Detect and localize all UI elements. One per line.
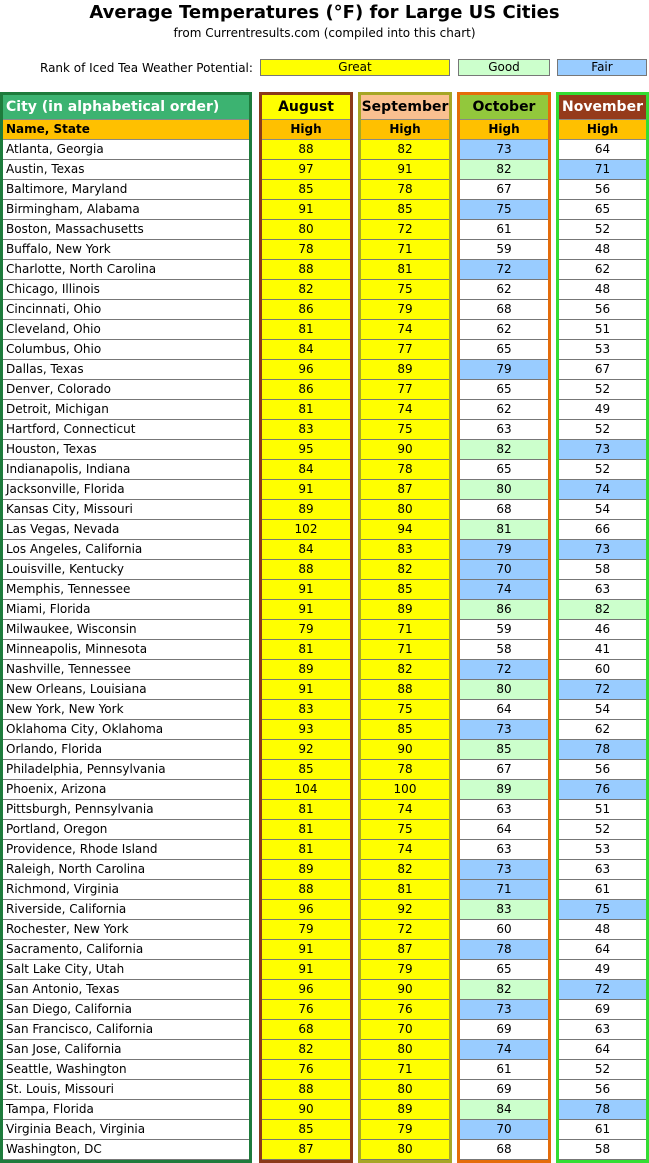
temperature-cell: 81 <box>262 800 350 820</box>
temperature-cell: 72 <box>361 220 449 240</box>
temperature-cell: 89 <box>262 660 350 680</box>
temperature-cell: 61 <box>460 220 548 240</box>
city-name: Rochester, New York <box>3 920 249 940</box>
city-name: Cincinnati, Ohio <box>3 300 249 320</box>
temperature-cell: 73 <box>559 540 646 560</box>
temperature-cell: 52 <box>559 380 646 400</box>
city-column-header: City (in alphabetical order) <box>3 95 249 120</box>
city-name: San Antonio, Texas <box>3 980 249 1000</box>
temperature-cell: 59 <box>460 620 548 640</box>
temperature-cell: 61 <box>559 1120 646 1140</box>
temperature-cell: 74 <box>361 400 449 420</box>
temperature-cell: 56 <box>559 760 646 780</box>
city-name: Houston, Texas <box>3 440 249 460</box>
month-subheader: High <box>460 120 548 140</box>
temperature-cell: 86 <box>460 600 548 620</box>
temperature-cell: 80 <box>262 220 350 240</box>
city-name: Portland, Oregon <box>3 820 249 840</box>
month-header: November <box>559 95 646 120</box>
temperature-cell: 91 <box>262 200 350 220</box>
temperature-cell: 81 <box>361 260 449 280</box>
temperature-cell: 63 <box>559 860 646 880</box>
city-name: Hartford, Connecticut <box>3 420 249 440</box>
city-name: Milwaukee, Wisconsin <box>3 620 249 640</box>
city-name: Riverside, California <box>3 900 249 920</box>
temperature-cell: 56 <box>559 180 646 200</box>
city-name: Las Vegas, Nevada <box>3 520 249 540</box>
temperature-cell: 71 <box>559 160 646 180</box>
temperature-cell: 85 <box>262 760 350 780</box>
city-name: Atlanta, Georgia <box>3 140 249 160</box>
temperature-cell: 52 <box>559 420 646 440</box>
city-name: Pittsburgh, Pennsylvania <box>3 800 249 820</box>
temperature-cell: 87 <box>361 940 449 960</box>
temperature-cell: 83 <box>262 700 350 720</box>
temperature-cell: 73 <box>460 140 548 160</box>
temperature-cell: 67 <box>559 360 646 380</box>
temperature-cell: 80 <box>361 1140 449 1160</box>
temperature-cell: 80 <box>460 480 548 500</box>
temperature-cell: 64 <box>460 700 548 720</box>
temperature-cell: 91 <box>262 680 350 700</box>
temperature-cell: 63 <box>460 420 548 440</box>
city-name: San Jose, California <box>3 1040 249 1060</box>
temperature-cell: 82 <box>262 1040 350 1060</box>
temperature-cell: 41 <box>559 640 646 660</box>
city-name: Boston, Massachusetts <box>3 220 249 240</box>
temperature-cell: 75 <box>361 820 449 840</box>
city-column-subheader: Name, State <box>3 120 249 140</box>
temperature-cell: 62 <box>460 320 548 340</box>
temperature-cell: 72 <box>460 260 548 280</box>
temperature-cell: 66 <box>559 520 646 540</box>
temperature-cell: 82 <box>361 860 449 880</box>
city-name: Dallas, Texas <box>3 360 249 380</box>
temperature-cell: 68 <box>460 500 548 520</box>
temperature-cell: 75 <box>361 420 449 440</box>
temperature-cell: 89 <box>361 1100 449 1120</box>
temperature-cell: 76 <box>559 780 646 800</box>
temperature-cell: 81 <box>460 520 548 540</box>
temperature-cell: 74 <box>460 1040 548 1060</box>
city-name: San Francisco, California <box>3 1020 249 1040</box>
city-name: Phoenix, Arizona <box>3 780 249 800</box>
temperature-cell: 68 <box>460 300 548 320</box>
temperature-cell: 82 <box>460 160 548 180</box>
city-name: Virginia Beach, Virginia <box>3 1120 249 1140</box>
temperature-cell: 85 <box>361 200 449 220</box>
temperature-cell: 79 <box>262 620 350 640</box>
temperature-cell: 75 <box>460 200 548 220</box>
temperature-cell: 97 <box>262 160 350 180</box>
temperature-cell: 92 <box>361 900 449 920</box>
temperature-cell: 68 <box>460 1140 548 1160</box>
city-name: Baltimore, Maryland <box>3 180 249 200</box>
month-header: September <box>361 95 449 120</box>
temperature-cell: 74 <box>460 580 548 600</box>
temperature-cell: 72 <box>559 680 646 700</box>
temperature-cell: 58 <box>559 560 646 580</box>
temperature-cell: 92 <box>262 740 350 760</box>
temperature-cell: 52 <box>559 460 646 480</box>
temperature-cell: 80 <box>361 500 449 520</box>
temperature-cell: 82 <box>460 440 548 460</box>
temperature-cell: 84 <box>262 340 350 360</box>
temperature-cell: 100 <box>361 780 449 800</box>
temperature-cell: 83 <box>262 420 350 440</box>
temperature-cell: 91 <box>262 480 350 500</box>
temperature-cell: 78 <box>460 940 548 960</box>
city-name: New Orleans, Louisiana <box>3 680 249 700</box>
temperature-cell: 54 <box>559 500 646 520</box>
temperature-cell: 74 <box>361 320 449 340</box>
temperature-cell: 85 <box>460 740 548 760</box>
temperature-cell: 58 <box>559 1140 646 1160</box>
legend-good: Good <box>458 59 550 76</box>
temperature-cell: 90 <box>361 440 449 460</box>
temperature-cell: 79 <box>460 360 548 380</box>
temperature-cell: 80 <box>460 680 548 700</box>
temperature-cell: 51 <box>559 320 646 340</box>
temperature-cell: 86 <box>262 380 350 400</box>
temperature-cell: 76 <box>361 1000 449 1020</box>
city-name: Philadelphia, Pennsylvania <box>3 760 249 780</box>
city-name: Austin, Texas <box>3 160 249 180</box>
temperature-cell: 71 <box>460 880 548 900</box>
city-name: Seattle, Washington <box>3 1060 249 1080</box>
city-column <box>0 92 252 1163</box>
temperature-cell: 81 <box>361 880 449 900</box>
city-name: Raleigh, North Carolina <box>3 860 249 880</box>
temperature-cell: 85 <box>262 1120 350 1140</box>
temperature-cell: 78 <box>559 1100 646 1120</box>
temperature-cell: 102 <box>262 520 350 540</box>
month-column-october <box>457 92 551 1163</box>
temperature-cell: 76 <box>262 1000 350 1020</box>
temperature-cell: 79 <box>460 540 548 560</box>
temperature-cell: 88 <box>262 560 350 580</box>
temperature-cell: 83 <box>460 900 548 920</box>
city-name: Oklahoma City, Oklahoma <box>3 720 249 740</box>
city-name: New York, New York <box>3 700 249 720</box>
month-column-august <box>259 92 353 1163</box>
temperature-cell: 96 <box>262 900 350 920</box>
temperature-cell: 73 <box>460 720 548 740</box>
temperature-cell: 79 <box>361 1120 449 1140</box>
temperature-cell: 82 <box>559 600 646 620</box>
temperature-cell: 69 <box>559 1000 646 1020</box>
temperature-cell: 79 <box>262 920 350 940</box>
temperature-cell: 72 <box>559 980 646 1000</box>
temperature-cell: 52 <box>559 820 646 840</box>
city-name: Memphis, Tennessee <box>3 580 249 600</box>
temperature-cell: 48 <box>559 240 646 260</box>
temperature-cell: 81 <box>262 640 350 660</box>
temperature-cell: 85 <box>361 580 449 600</box>
temperature-cell: 91 <box>361 160 449 180</box>
temperature-cell: 70 <box>460 1120 548 1140</box>
temperature-cell: 53 <box>559 840 646 860</box>
temperature-cell: 87 <box>262 1140 350 1160</box>
temperature-cell: 64 <box>460 820 548 840</box>
temperature-cell: 91 <box>262 940 350 960</box>
temperature-cell: 61 <box>559 880 646 900</box>
city-name: Los Angeles, California <box>3 540 249 560</box>
city-name: Miami, Florida <box>3 600 249 620</box>
temperature-cell: 79 <box>361 960 449 980</box>
month-column-november <box>556 92 649 1163</box>
temperature-cell: 63 <box>460 840 548 860</box>
temperature-cell: 60 <box>559 660 646 680</box>
temperature-cell: 89 <box>262 500 350 520</box>
temperature-cell: 65 <box>559 200 646 220</box>
temperature-cell: 85 <box>262 180 350 200</box>
temperature-cell: 70 <box>361 1020 449 1040</box>
city-name: Minneapolis, Minnesota <box>3 640 249 660</box>
city-name: Birmingham, Alabama <box>3 200 249 220</box>
temperature-cell: 75 <box>559 900 646 920</box>
temperature-cell: 79 <box>361 300 449 320</box>
city-name: Tampa, Florida <box>3 1100 249 1120</box>
temperature-cell: 84 <box>460 1100 548 1120</box>
temperature-cell: 53 <box>559 340 646 360</box>
temperature-cell: 62 <box>460 280 548 300</box>
temperature-cell: 71 <box>361 640 449 660</box>
temperature-cell: 88 <box>361 680 449 700</box>
temperature-cell: 65 <box>460 960 548 980</box>
temperature-cell: 90 <box>361 980 449 1000</box>
temperature-cell: 59 <box>460 240 548 260</box>
temperature-cell: 72 <box>460 660 548 680</box>
temperature-cell: 91 <box>262 960 350 980</box>
temperature-cell: 73 <box>559 440 646 460</box>
temperature-cell: 72 <box>361 920 449 940</box>
month-column-september <box>358 92 452 1163</box>
temperature-cell: 78 <box>262 240 350 260</box>
temperature-cell: 82 <box>361 140 449 160</box>
temperature-cell: 68 <box>262 1020 350 1040</box>
temperature-cell: 63 <box>559 1020 646 1040</box>
temperature-cell: 49 <box>559 960 646 980</box>
temperature-cell: 87 <box>361 480 449 500</box>
city-name: Indianapolis, Indiana <box>3 460 249 480</box>
city-name: Chicago, Illinois <box>3 280 249 300</box>
temperature-cell: 65 <box>460 460 548 480</box>
city-name: Columbus, Ohio <box>3 340 249 360</box>
temperature-cell: 93 <box>262 720 350 740</box>
temperature-cell: 89 <box>361 360 449 380</box>
temperature-cell: 81 <box>262 820 350 840</box>
city-name: Providence, Rhode Island <box>3 840 249 860</box>
temperature-cell: 61 <box>460 1060 548 1080</box>
temperature-cell: 104 <box>262 780 350 800</box>
temperature-cell: 88 <box>262 1080 350 1100</box>
legend-great: Great <box>260 59 450 76</box>
temperature-cell: 76 <box>262 1060 350 1080</box>
temperature-cell: 77 <box>361 340 449 360</box>
temperature-cell: 91 <box>262 580 350 600</box>
temperature-cell: 90 <box>361 740 449 760</box>
temperature-cell: 49 <box>559 400 646 420</box>
temperature-cell: 46 <box>559 620 646 640</box>
temperature-cell: 63 <box>460 800 548 820</box>
city-name: Detroit, Michigan <box>3 400 249 420</box>
city-name: Denver, Colorado <box>3 380 249 400</box>
chart-subtitle: from Currentresults.com (compiled into this chart) <box>173 26 476 40</box>
temperature-cell: 78 <box>361 180 449 200</box>
temperature-cell: 58 <box>460 640 548 660</box>
temperature-cell: 78 <box>361 760 449 780</box>
temperature-cell: 54 <box>559 700 646 720</box>
temperature-cell: 88 <box>262 140 350 160</box>
temperature-cell: 95 <box>262 440 350 460</box>
temperature-cell: 69 <box>460 1080 548 1100</box>
city-name: Richmond, Virginia <box>3 880 249 900</box>
temperature-cell: 85 <box>361 720 449 740</box>
city-name: Orlando, Florida <box>3 740 249 760</box>
temperature-cell: 96 <box>262 360 350 380</box>
city-name: Jacksonville, Florida <box>3 480 249 500</box>
temperature-cell: 88 <box>262 260 350 280</box>
temperature-cell: 89 <box>460 780 548 800</box>
city-name: St. Louis, Missouri <box>3 1080 249 1100</box>
temperature-cell: 65 <box>460 380 548 400</box>
temperature-cell: 70 <box>460 560 548 580</box>
city-name: Louisville, Kentucky <box>3 560 249 580</box>
month-subheader: High <box>361 120 449 140</box>
temperature-cell: 62 <box>559 260 646 280</box>
temperature-cell: 78 <box>361 460 449 480</box>
temperature-cell: 48 <box>559 920 646 940</box>
temperature-cell: 71 <box>361 1060 449 1080</box>
temperature-cell: 90 <box>262 1100 350 1120</box>
temperature-cell: 86 <box>262 300 350 320</box>
temperature-cell: 63 <box>559 580 646 600</box>
temperature-cell: 62 <box>460 400 548 420</box>
temperature-cell: 65 <box>460 340 548 360</box>
temperature-cell: 74 <box>559 480 646 500</box>
legend-label: Rank of Iced Tea Weather Potential: <box>40 61 253 75</box>
temperature-cell: 60 <box>460 920 548 940</box>
city-name: San Diego, California <box>3 1000 249 1020</box>
city-name: Nashville, Tennessee <box>3 660 249 680</box>
temperature-cell: 73 <box>460 860 548 880</box>
city-name: Cleveland, Ohio <box>3 320 249 340</box>
temperature-cell: 69 <box>460 1020 548 1040</box>
month-header: August <box>262 95 350 120</box>
temperature-cell: 82 <box>361 660 449 680</box>
temperature-cell: 88 <box>262 880 350 900</box>
temperature-cell: 80 <box>361 1080 449 1100</box>
temperature-cell: 52 <box>559 220 646 240</box>
temperature-cell: 80 <box>361 1040 449 1060</box>
temperature-cell: 82 <box>361 560 449 580</box>
city-name: Salt Lake City, Utah <box>3 960 249 980</box>
temperature-cell: 89 <box>361 600 449 620</box>
city-name: Kansas City, Missouri <box>3 500 249 520</box>
city-name: Sacramento, California <box>3 940 249 960</box>
temperature-cell: 94 <box>361 520 449 540</box>
temperature-cell: 52 <box>559 1060 646 1080</box>
temperature-cell: 71 <box>361 620 449 640</box>
temperature-cell: 77 <box>361 380 449 400</box>
temperature-cell: 75 <box>361 700 449 720</box>
temperature-cell: 82 <box>262 280 350 300</box>
city-name: Buffalo, New York <box>3 240 249 260</box>
temperature-cell: 91 <box>262 600 350 620</box>
city-name: Charlotte, North Carolina <box>3 260 249 280</box>
temperature-cell: 64 <box>559 140 646 160</box>
temperature-cell: 78 <box>559 740 646 760</box>
temperature-cell: 81 <box>262 320 350 340</box>
temperature-cell: 84 <box>262 540 350 560</box>
city-name: Washington, DC <box>3 1140 249 1160</box>
temperature-cell: 81 <box>262 400 350 420</box>
temperature-cell: 48 <box>559 280 646 300</box>
temperature-cell: 67 <box>460 760 548 780</box>
temperature-cell: 62 <box>559 720 646 740</box>
temperature-cell: 81 <box>262 840 350 860</box>
month-header: October <box>460 95 548 120</box>
temperature-cell: 56 <box>559 1080 646 1100</box>
month-subheader: High <box>262 120 350 140</box>
temperature-cell: 96 <box>262 980 350 1000</box>
temperature-cell: 56 <box>559 300 646 320</box>
chart-title: Average Temperatures (°F) for Large US Cities <box>89 2 560 23</box>
temperature-cell: 67 <box>460 180 548 200</box>
legend-fair: Fair <box>557 59 647 76</box>
temperature-cell: 71 <box>361 240 449 260</box>
month-subheader: High <box>559 120 646 140</box>
temperature-cell: 89 <box>262 860 350 880</box>
temperature-cell: 73 <box>460 1000 548 1020</box>
temperature-cell: 83 <box>361 540 449 560</box>
temperature-cell: 84 <box>262 460 350 480</box>
temperature-cell: 51 <box>559 800 646 820</box>
temperature-cell: 74 <box>361 840 449 860</box>
temperature-cell: 64 <box>559 1040 646 1060</box>
temperature-cell: 75 <box>361 280 449 300</box>
temperature-cell: 64 <box>559 940 646 960</box>
temperature-cell: 74 <box>361 800 449 820</box>
temperature-cell: 82 <box>460 980 548 1000</box>
